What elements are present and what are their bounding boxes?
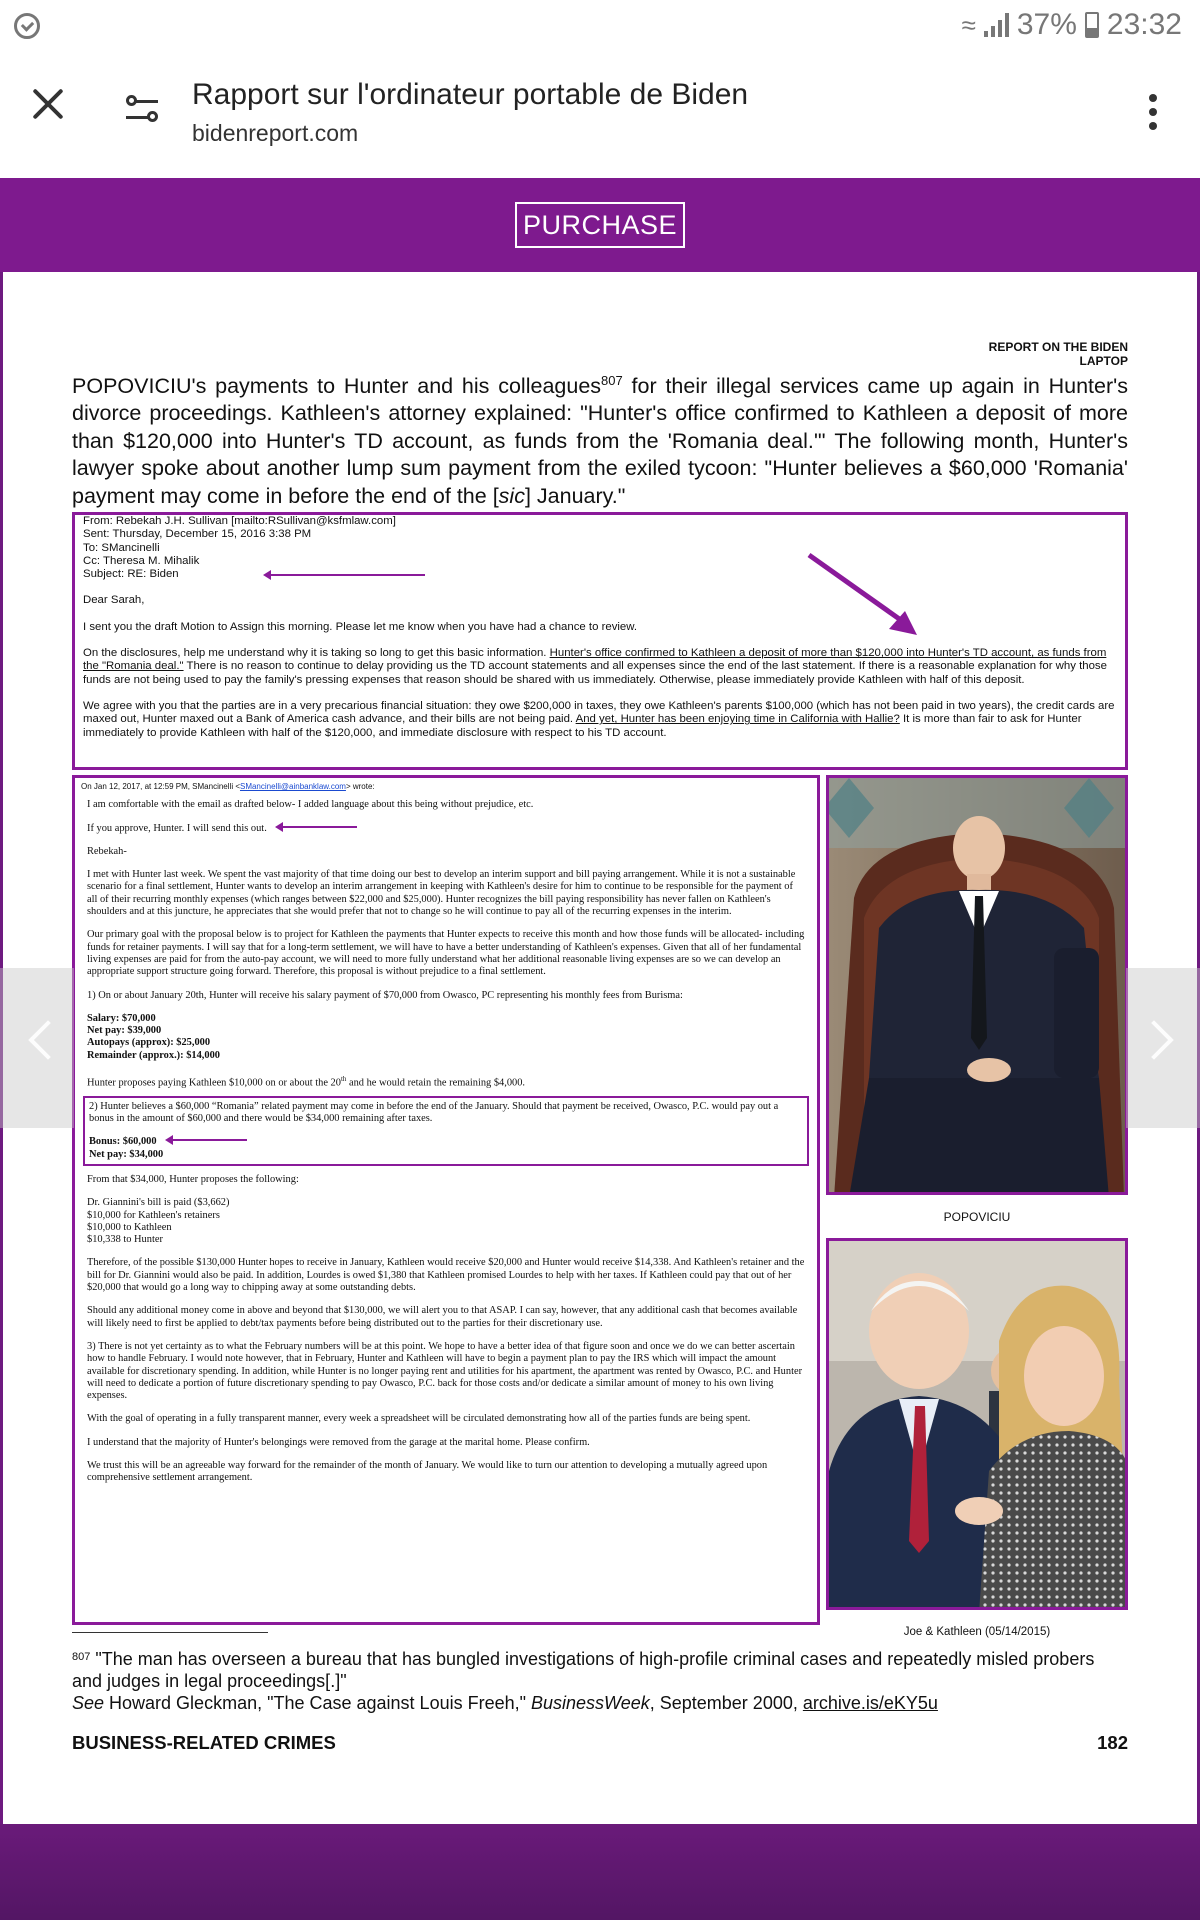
battery-percent: 37% [1016,8,1077,41]
annotation-arrow [167,1139,247,1141]
purchase-button[interactable]: PURCHASE [515,202,685,248]
footnote: $^{807}$ "The man has overseen a bureau that has bungled investigations of high-profile criminal cases and repeatedly misled probers and judges in legal proceedings[.]" See Howard Gleckman, "The Case against Louis Freeh," BusinessWeek, September 2000, archive.is/eKY5u [72,1649,1095,1713]
clock: 23:32 [1106,8,1182,41]
letter-line: If you approve, Hunter. I will send this out. [87,823,805,835]
photo-joe-kathleen [826,1238,1128,1610]
email-from: From: Rebekah J.H. Sullivan [mailto:RSullivan@ksfmlaw.com] [83,515,396,527]
footnote-divider [72,1632,268,1633]
letter-paragraph: Therefore, of the possible $130,000 Hunter hopes to receive in January, Kathleen would receive $20,000 and Hunter would receive $14,338. And Kathleen's retainer and the bill for Dr. Giannini would also be paid. In addition, Lourdes is owed $1,380 that Kathleen promised Lourdes to help with her taxes. If Kathleen could pay that out of her $20,000 that would go a long way to chipping away at some outstanding debts. [87,1257,805,1294]
signal-icon [984,13,1009,37]
page-title: Rapport sur l'ordinateur portable de Biden [192,78,749,111]
page-url[interactable]: bidenreport.com [192,120,359,146]
letter-paragraph: Should any additional money come in above and beyond that $130,000, we will alert you to that ASAP. I can say, however, that any additional cash that becomes available will likely need to first be applied to debt/tax payments before being distributed out to the parties for their discretionary use. [87,1305,798,1329]
letter-paragraph: We trust this will be an agreeable way forward for the remainder of the month of January. We would like to turn our attention to developing a mutually agreed upon comprehensive settlement arrangement. [87,1460,768,1484]
email-paragraph: On the disclosures, help me understand why it is taking so long to get this basic information. Hunter's office confirmed to Kathleen a deposit of more than $120,000 into Hunter's TD account, as funds from the "Romania deal." There is no reason to continue to delay providing us the TD account statements and all expenses since the end of the last statement. If there is a reasonable explanation for why those funds are not being used to pay the family's pressing expenses that reason should be shared with us immediately. Otherwise, please immediately provide Kathleen with half of this deposit. [83,647,1107,686]
email-paragraph: We agree with you that the parties are in a very precarious financial situation: they owe $200,000 in taxes, they owe Kathleen's parents $100,000 (which has not been paid in two years), the credit cards are maxed out, Hunter maxed out a Bank of America cash advance, and their bills are not being paid. And yet, Hunter has been enjoying time in California with Hallie? It is more than fair to ask for Hunter immediately to provide Kathleen with half of the $120,000, and immediate disclosure with respect to his TD account. [83,699,1115,739]
email-cc: Cc: Theresa M. Mihalik [83,554,200,567]
email-greeting: Dear Sarah, [83,594,145,607]
salary-line: Salary: $70,000 [87,1012,156,1024]
email-subject: Subject: RE: Biden [83,568,179,581]
status-bar [0,0,1200,50]
letter-line: From that $34,000, Hunter proposes the following: [87,1174,299,1185]
letter-excerpt [72,775,820,1625]
bonus-line: Net pay: $34,000 [89,1148,164,1160]
letter-header: On Jan 12, 2017, at 12:59 PM, SMancinelli <SMancinelli@ainbanklaw.com> wrote: [81,782,375,791]
browser-app-bar [0,50,1200,178]
letter-paragraph: I met with Hunter last week. We spent the vast majority of that time doing our best to develop an interim support and bill paying arrangement. While it is not a sustainable scenario for a final settlement, Hunter wants to develop an interim arrangement in keeping with Kathleen's desire for him to continue to be responsible for the payment of all of their recurring monthly expenses (which ranges between $22,000 and $25,000). Hunter recognizes the bill paying responsibility has never fallen on Kathleen's shoulders and at this juncture, he appreciates that she would prefer that not to change so he will continue to pay all of the recurring expenses in the interim. [87,869,796,918]
bottom-banner [0,1824,1200,1920]
archive-link[interactable]: archive.is/eKY5u [802,1693,938,1713]
chevron-right-icon [1134,1020,1174,1060]
footnote-ref[interactable]: 807 [601,373,623,388]
letter-paragraph: With the goal of operating in a fully transparent manner, every week a spreadsheet will be circulated demonstrating how all of the parties funds are being spent. [87,1413,751,1425]
letter-paragraph: 3) There is not yet certainty as to what the February numbers will be at this point. We hope to have a better idea of that figure soon and once we do we can better ascertain how to handle February. I would note however, that in February, Hunter and Kathleen will have to begin a payment plan to pay the IRS which will impact the amount available for discretionary spending. In addition, while Hunter is no longer paying rent and utilities for his apartment, the apartment was rented by Owasco, P.C. and Hunter will need to dedicate a portion of future discretionary spending to pay Owasco, P.C. back for those costs and/or dedicate a similar amount of money to his own living expenses. [87,1340,803,1402]
next-page-button[interactable] [1126,968,1200,1128]
annotation-arrow [277,826,357,828]
check-circle-icon [14,13,40,39]
photo-caption: Joe & Kathleen (05/14/2015) [903,1626,1051,1638]
previous-page-button[interactable] [0,968,74,1128]
salary-line: Net pay: $39,000 [87,1025,162,1037]
photo-popoviciu [826,775,1128,1195]
salary-line: Remainder (approx.): $14,000 [87,1049,220,1061]
wifi-icon: ≈ [961,9,976,40]
annotation-arrow [265,574,425,576]
footer-section-title: BUSINESS-RELATED CRIMES [72,1732,336,1753]
letter-paragraph: 1) On or about January 20th, Hunter will receive his salary payment of $70,000 from Owasco, PC representing his monthly fees from Burisma: [87,989,683,1001]
bonus-highlight-box [83,1096,809,1166]
site-settings-icon[interactable] [126,94,160,124]
battery-icon [1085,12,1099,38]
salary-line: Autopays (approx): $25,000 [87,1037,211,1049]
email-to: To: SMancinelli [83,541,160,554]
letter-paragraph: I understand that the majority of Hunter's belongings were removed from the garage at the marital home. Please confirm. [87,1436,590,1448]
close-icon[interactable] [30,86,66,122]
email-paragraph: I sent you the draft Motion to Assign this morning. Please let me know when you have had a chance to review. [83,620,638,633]
status-indicators [962,8,1182,42]
chevron-left-icon [28,1020,68,1060]
distribution-line: $10,000 to Kathleen [87,1221,172,1233]
photo-caption: POPOVICIU [943,1210,1011,1224]
letter-paragraph: 2) Hunter believes a $60,000 “Romania” related payment may come in before the end of the January. Should that payment be received, Owasco, P.C. would pay out a bonus in the amount of $60,000 and there would be $34,000 remaining after taxes. [89,1100,779,1125]
letter-paragraph: Our primary goal with the proposal below is to project for Kathleen the payments that Hunter expects to receive this month and how those funds will be allocated- including funds for retainer payments. I will say that for a long-term settlement, we will have to have a better understanding of Kathleen's expenses. Given that all of her fundamental living expenses are paid for from the auto-pay account, we will need to more fully understand what her additional reasonable living expenses are so we can develop an appropriate support structure going forward. Therefore, this proposal is without prejudice to a final settlement. [87,929,805,978]
distribution-line: $10,338 to Hunter [87,1234,163,1246]
running-header: REPORT ON THE BIDEN LAPTOP [988,340,1128,368]
purchase-banner [0,178,1200,272]
distribution-line: $10,000 for Kathleen's retainers [87,1209,220,1221]
more-options-icon[interactable] [1148,94,1158,130]
email-excerpt [72,512,1128,770]
email-sent: Sent: Thursday, December 15, 2016 3:38 PM [83,528,312,541]
distribution-line: Dr. Giannini's bill is paid ($3,662) [87,1197,230,1209]
body-paragraph: POPOVICIU's payments to Hunter and his colleagues$^{807}$ for their illegal services came up again in Hunter's divorce proceedings. Kathleen's attorney explained: "Hunter's office confirmed to Kathleen a deposit of more than $120,000 into Hunter's TD account, as funds from the 'Romania deal.'" The following month, Hunter's lawyer spoke about another lump sum payment from the exiled tycoon: "Hunter believes a $60,000 'Romania' payment may come in before the end of the [sic] January." [72,373,1129,508]
bonus-line: Bonus: $60,000 [89,1136,803,1148]
letter-line: I am comfortable with the email as drafted below- I added language about this being without prejudice, etc. [87,799,534,811]
annotation-arrow-diagonal [805,551,925,641]
letter-line: Rebekah- [87,845,127,857]
letter-line: Hunter proposes paying Kathleen $10,000 on or about the 20th and he would retain the remaining $4,000. [87,1075,526,1089]
page-number: 182 [1097,1732,1128,1753]
